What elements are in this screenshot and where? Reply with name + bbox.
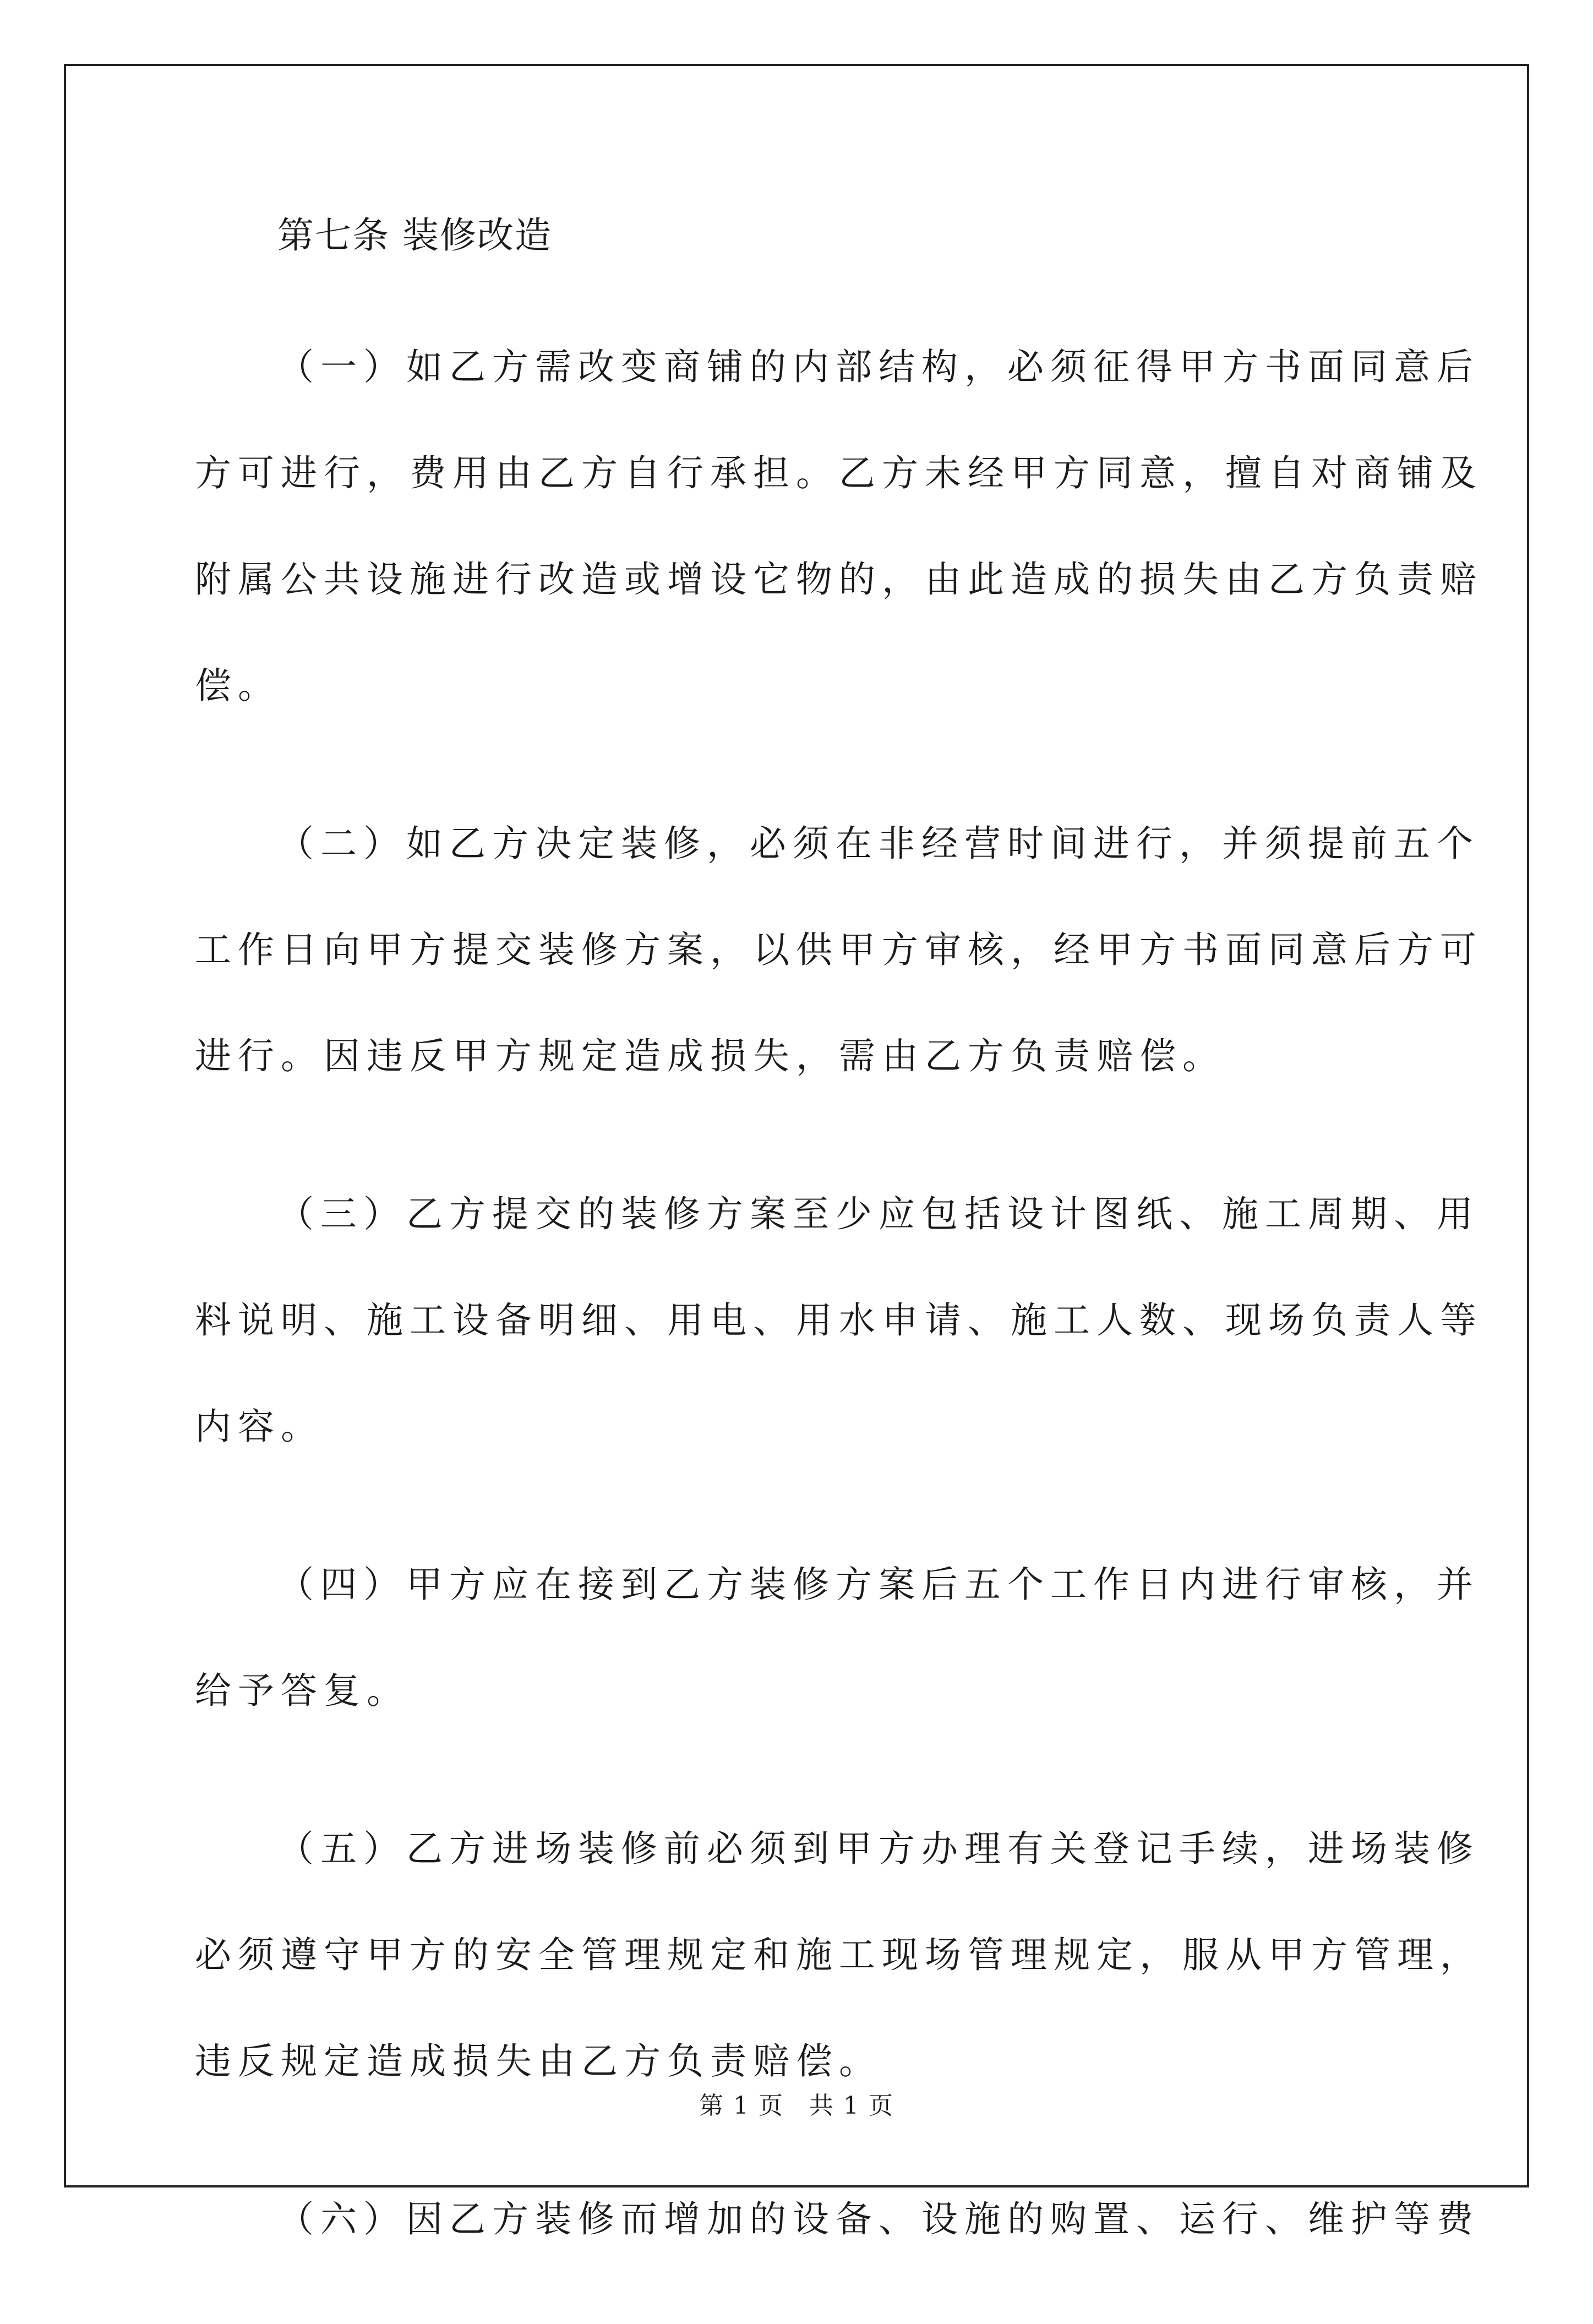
paragraph-line: 工作日向甲方提交装修方案，以供甲方审核，经甲方书面同意后方可 bbox=[195, 929, 1483, 971]
document-body bbox=[195, 209, 1483, 2324]
paragraph-5 bbox=[195, 1796, 1483, 2114]
paragraph-line: （二）如乙方决定装修，必须在非经营时间进行，并须提前五个 bbox=[277, 822, 1480, 865]
paragraph-line: 内容。 bbox=[195, 1405, 324, 1448]
paragraph-line: 方可进行，费用由乙方自行承担。乙方未经甲方同意，擅自对商铺及 bbox=[195, 452, 1483, 494]
paragraph-3 bbox=[195, 1161, 1483, 1480]
paragraph-line: 违反规定造成损失由乙方负责赔偿。 bbox=[195, 2040, 882, 2082]
paragraph-line: 给予答复。 bbox=[195, 1670, 410, 1712]
paragraph-line: （三）乙方提交的装修方案至少应包括设计图纸、施工周期、用 bbox=[277, 1193, 1480, 1235]
paragraph-line: （四）甲方应在接到乙方装修方案后五个工作日内进行审核，并 bbox=[277, 1563, 1480, 1606]
paragraph-1 bbox=[195, 314, 1483, 739]
paragraph-line: （五）乙方进场装修前必须到甲方办理有关登记手续，进场装修 bbox=[277, 1827, 1480, 1870]
paragraph-4 bbox=[195, 1531, 1480, 1744]
paragraph-2 bbox=[195, 790, 1483, 1109]
paragraph-line: 进行。因违反甲方规定造成损失，需由乙方负责赔偿。 bbox=[195, 1035, 1225, 1077]
paragraph-line: 料说明、施工设备明细、用电、用水申请、施工人数、现场负责人等 bbox=[195, 1299, 1483, 1341]
article-title: 第七条 装修改造 bbox=[277, 214, 552, 257]
paragraph-line: （六）因乙方装修而增加的设备、设施的购置、运行、维护等费 bbox=[277, 2198, 1480, 2240]
paragraph-6 bbox=[195, 2166, 1480, 2272]
paragraph-line: 必须遵守甲方的安全管理规定和施工现场管理规定，服从甲方管理， bbox=[195, 1934, 1483, 1976]
paragraph-line: 附属公共设施进行改造或增设它物的，由此造成的损失由乙方负责赔 bbox=[195, 558, 1483, 601]
page-number-footer: 第 1 页 共 1 页 bbox=[699, 2092, 894, 2120]
paragraph-line: 偿。 bbox=[195, 664, 281, 707]
paragraph-line: （一）如乙方需改变商铺的内部结构，必须征得甲方书面同意后 bbox=[277, 346, 1480, 388]
